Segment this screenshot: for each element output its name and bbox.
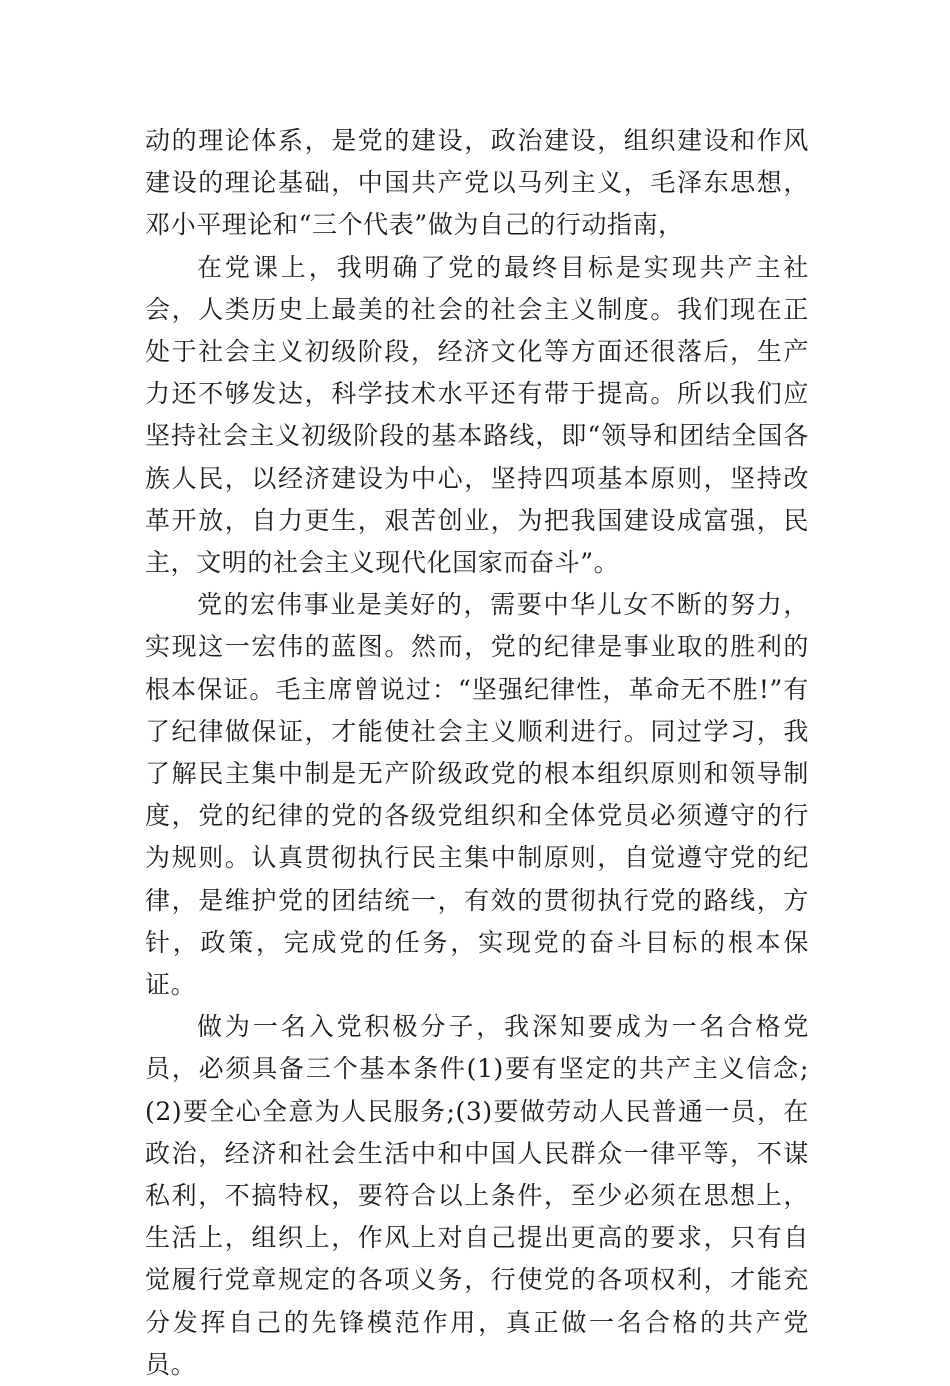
body-text bbox=[145, 120, 809, 1386]
paragraph-4: 做为一名入党积极分子，我深知要成为一名合格党员，必须具备三个基本条件(1)要有坚定的共产主义信念;(2)要全心全意为人民服务;(3)要做劳动人民普通一员，在政治，经济和社会生活中和中国人民群众一律平等，不谋私利，不搞特权，要符合以上条件，至少必须在思想上，生活上，组织上，作风上对自己提出更高的要求，只有自觉履行党章规定的各项义务，行使党的各项权利，才能充分发挥自己的先锋模范作用，真正做一名合格的共产党员。 bbox=[145, 1012, 809, 1379]
paragraph-1: 动的理论体系，是党的建设，政治建设，组织建设和作风建设的理论基础，中国共产党以马列主义，毛泽东思想，邓小平理论和“三个代表”做为自己的行动指南， bbox=[145, 126, 809, 240]
paragraph-2: 在党课上，我明确了党的最终目标是实现共产主社会，人类历史上最美的社会的社会主义制度。我们现在正处于社会主义初级阶段，经济文化等方面还很落后，生产力还不够发达，科学技术水平还有带于提高。所以我们应坚持社会主义初级阶段的基本路线，即“领导和团结全国各族人民，以经济建设为中心，坚持四项基本原则，坚持改革开放，自力更生，艰苦创业，为把我国建设成富强，民主，文明的社会主义现代化国家而奋斗”。 bbox=[145, 252, 809, 578]
paragraph-3: 党的宏伟事业是美好的，需要中华儿女不断的努力，实现这一宏伟的蓝图。然而，党的纪律是事业取的胜利的根本保证。毛主席曾说过：“坚强纪律性，革命无不胜!”有了纪律做保证，才能使社会主义顺利进行。同过学习，我了解民主集中制是无产阶级政党的根本组织原则和领导制度，党的纪律的党的各级党组织和全体党员必须遵守的行为规则。认真贯彻执行民主集中制原则，自觉遵守党的纪律，是维护党的团结统一，有效的贯彻执行党的路线，方针，政策，完成党的任务，实现党的奋斗目标的根本保证。 bbox=[145, 590, 809, 1000]
